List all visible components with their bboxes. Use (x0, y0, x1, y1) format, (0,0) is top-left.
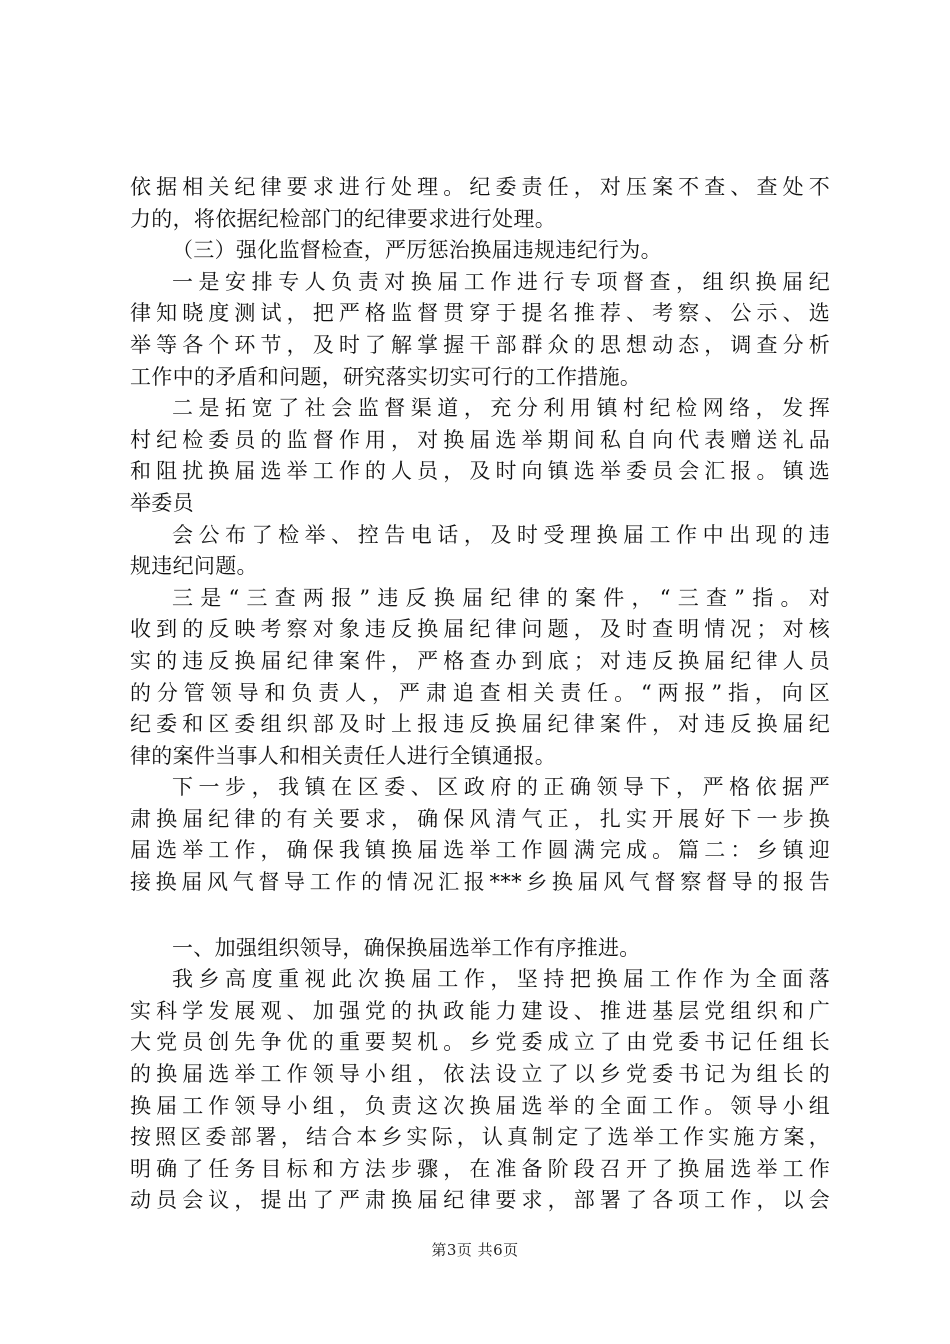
text-line: 换届工作领导小组，负责这次换届选举的全面工作。领导小组 (130, 1093, 830, 1118)
text-line: 实的违反换届纪律案件，严格查办到底；对违反换届纪律人员 (130, 648, 830, 673)
text-line: 接换届风气督导工作的情况汇报***乡换届风气督察督导的报告 (130, 870, 830, 895)
text-line: 按照区委部署，结合本乡实际，认真制定了选举工作实施方案， (130, 1125, 830, 1150)
text-block-organization (130, 933, 830, 1217)
text-line: 收到的反映考察对象违反换届纪律问题，及时查明情况；对核 (130, 617, 830, 642)
text-line: 村纪检委员的监督作用，对换届选举期间私自向代表赠送礼品 (130, 427, 830, 452)
text-line: 动员会议，提出了严肃换届纪律要求，部署了各项工作，以会 (130, 1188, 830, 1213)
text-block-discipline (130, 172, 830, 899)
text-line: 届选举工作，确保我镇换届选举工作圆满完成。篇二：乡镇迎 (130, 838, 830, 863)
page-footer: 第3页 共6页 (431, 1241, 519, 1259)
text-line: 会公布了检举、控告电话，及时受理换届工作中出现的违 (172, 522, 830, 547)
text-line: 依据相关纪律要求进行处理。纪委责任，对压案不查、查处不 (130, 175, 830, 199)
text-line: 我乡高度重视此次换届工作，坚持把换届工作作为全面落 (172, 967, 830, 992)
text-line: 的分管领导和负责人，严肃追查相关责任。“两报”指，向区 (130, 680, 830, 705)
document-body (130, 172, 830, 1217)
text-line: 一、加强组织领导，确保换届选举工作有序推进。 (172, 935, 641, 960)
text-line: 举等各个环节，及时了解掌握干部群众的思想动态，调查分析 (130, 332, 830, 357)
text-line: 规违纪问题。 (130, 554, 258, 579)
text-line: 大党员创先争优的重要契机。乡党委成立了由党委书记任组长 (130, 1030, 830, 1055)
text-line: 律的案件当事人和相关责任人进行全镇通报。 (130, 743, 556, 768)
text-line: 下一步，我镇在区委、区政府的正确领导下，严格依据严 (172, 775, 830, 800)
text-line: 工作中的矛盾和问题，研究落实切实可行的工作措施。 (130, 364, 642, 389)
text-line: 实科学发展观、加强党的执政能力建设、推进基层党组织和广 (130, 998, 830, 1023)
text-line: 律知晓度测试，把严格监督贯穿于提名推荐、考察、公示、选 (130, 301, 830, 326)
text-line: 的换届选举工作领导小组，依法设立了以乡党委书记为组长的 (130, 1062, 830, 1087)
text-line: 纪委和区委组织部及时上报违反换届纪律案件，对违反换届纪 (130, 712, 830, 737)
paragraph-gap (130, 899, 830, 933)
text-line: 一是安排专人负责对换届工作进行专项督查，组织换届纪 (172, 269, 830, 294)
text-line: 力的，将依据纪检部门的纪律要求进行处理。 (130, 206, 556, 231)
text-line: 三是“三查两报”违反换届纪律的案件，“三查”指。对 (172, 585, 830, 610)
text-line: 举委员 (130, 490, 194, 515)
text-line: 肃换届纪律的有关要求，确保风清气正，扎实开展好下一步换 (130, 806, 830, 831)
text-line: 明确了任务目标和方法步骤，在准备阶段召开了换届选举工作 (130, 1156, 830, 1181)
text-line: 二是拓宽了社会监督渠道，充分利用镇村纪检网络，发挥 (172, 396, 830, 421)
text-line: （三）强化监督检查，严厉惩治换届违规违纪行为。 (172, 238, 662, 263)
text-line: 和阻扰换届选举工作的人员，及时向镇选举委员会汇报。镇选 (130, 459, 830, 484)
